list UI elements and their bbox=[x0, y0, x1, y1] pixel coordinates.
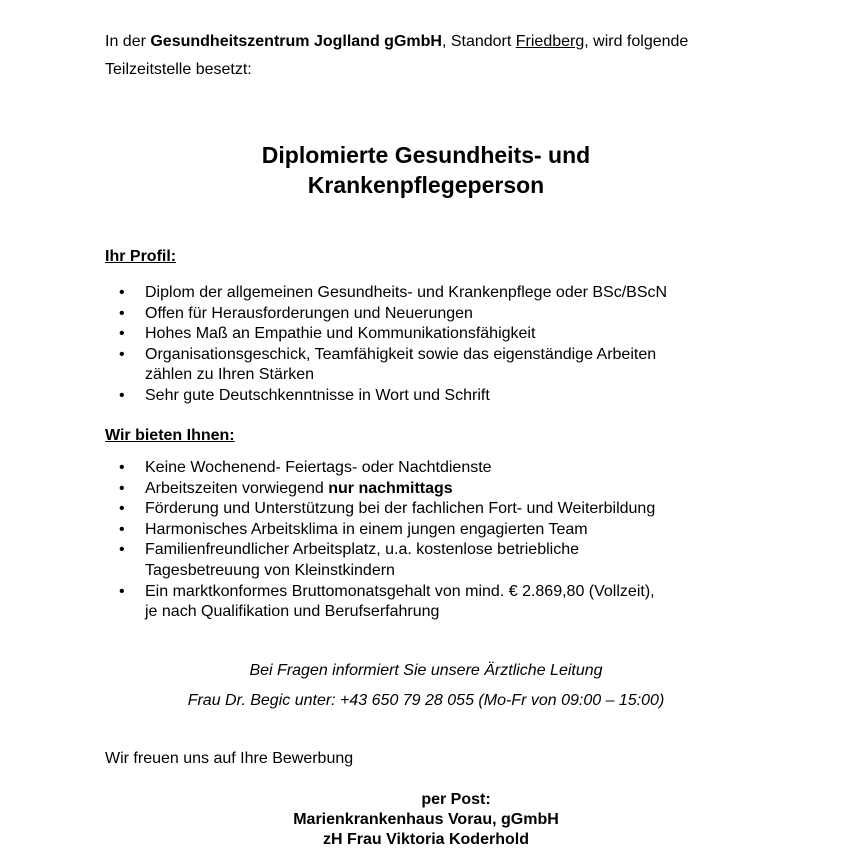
list-item: • Arbeitszeiten vorwiegend nur nachmittags bbox=[105, 479, 805, 500]
bullet-icon: • bbox=[119, 304, 125, 322]
list-item: • Sehr gute Deutschkenntnisse in Wort und Schrift bbox=[105, 386, 805, 407]
list-item: • Organisationsgeschick, Teamfähigkeit sowie das eigenständige Arbeiten zählen zu Ihren Stärken bbox=[119, 345, 657, 384]
contact-line2: Frau Dr. Begic unter: +43 650 79 28 055 (Mo-Fr von 09:00 – 15:00) bbox=[187, 692, 665, 709]
intro-mid: , Standort bbox=[441, 33, 516, 50]
closing-text: Wir freuen uns auf Ihre Bewerbung bbox=[105, 750, 354, 767]
post-label: per Post: bbox=[421, 791, 491, 808]
bullet-icon: • bbox=[119, 386, 125, 404]
list-item: • Förderung und Unterstützung bei der fachlichen Fort- und Weiterbildung bbox=[105, 499, 805, 520]
bullet-icon: • bbox=[119, 479, 125, 497]
job-title bbox=[0, 140, 852, 200]
bullet-icon: • bbox=[119, 582, 125, 600]
list-item: • Ein marktkonformes Bruttomonatsgehalt von mind. € 2.869,80 (Vollzeit), je nach Qualifikation und Berufserfahrung bbox=[119, 582, 655, 621]
contact-line1: Bei Fragen informiert Sie unsere Ärztliche Leitung bbox=[249, 662, 603, 679]
bullet-icon: • bbox=[119, 520, 125, 538]
intro-suffix: , wird folgende bbox=[584, 33, 689, 50]
job-title-line2: Krankenpflegeperson bbox=[307, 172, 545, 198]
bullet-icon: • bbox=[119, 345, 125, 363]
company-name: Gesundheitszentrum Joglland gGmbH bbox=[150, 33, 442, 50]
bullet-icon: • bbox=[119, 284, 125, 301]
location-name: Friedberg bbox=[515, 33, 585, 50]
list-item: • Keine Wochenend- Feiertags- oder Nachtdienste bbox=[105, 458, 805, 479]
bullet-icon: • bbox=[119, 500, 125, 518]
bullet-icon: • bbox=[119, 459, 125, 476]
offer-list bbox=[105, 458, 805, 623]
profile-list bbox=[105, 283, 805, 407]
bullet-icon: • bbox=[119, 325, 125, 343]
list-item: • Hohes Maß an Empathie und Kommunikationsfähigkeit bbox=[105, 324, 805, 345]
intro-prefix: In der bbox=[105, 33, 151, 50]
offer-heading: Wir bieten Ihnen: bbox=[105, 427, 235, 444]
list-item: • Familienfreundlicher Arbeitsplatz, u.a. kostenlose betriebliche Tagesbetreuung von Kleinstkindern bbox=[119, 541, 580, 579]
bullet-icon: • bbox=[119, 541, 125, 559]
intro-line2: Teilzeitstelle besetzt: bbox=[105, 61, 252, 78]
post-recipient: Marienkrankenhaus Vorau, gGmbH bbox=[293, 811, 559, 828]
intro-paragraph bbox=[105, 28, 805, 84]
profile-heading: Ihr Profil: bbox=[105, 248, 177, 265]
list-item: • Offen für Herausforderungen und Neuerungen bbox=[105, 304, 805, 325]
list-item: • Diplom der allgemeinen Gesundheits- und Krankenpflege oder BSc/BScN bbox=[105, 283, 805, 304]
job-title-line1: Diplomierte Gesundheits- und bbox=[261, 142, 591, 168]
post-attention: zH Frau Viktoria Koderhold bbox=[323, 831, 529, 848]
post-address bbox=[0, 790, 852, 850]
list-item: • Harmonisches Arbeitsklima in einem jungen engagierten Team bbox=[105, 520, 805, 541]
